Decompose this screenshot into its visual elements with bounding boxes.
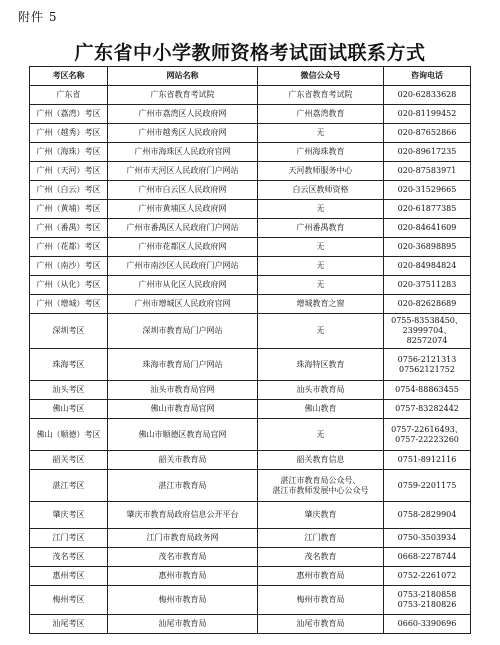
wechat-cell	[258, 257, 384, 276]
website-cell: 梅州市教育局	[108, 586, 258, 615]
phone-cell	[384, 400, 471, 419]
column-header-website: 网站名称	[108, 67, 258, 86]
website-cell: 广州市从化区人民政府网	[108, 276, 258, 295]
table-row	[30, 381, 471, 400]
website-cell: 珠海市教育局门户网站	[108, 349, 258, 381]
website-cell: 广州市越秀区人民政府网	[108, 124, 258, 143]
table-row	[30, 470, 471, 502]
website-cell: 广州市黄埔区人民政府网	[108, 200, 258, 219]
phone-line: 07562121752	[399, 364, 455, 374]
table-row	[30, 257, 471, 276]
wechat-line: 无	[316, 128, 325, 137]
page-title: 广东省中小学教师资格考试面试联系方式	[74, 42, 426, 64]
phone-line: 0754-88863455	[395, 385, 459, 394]
phone-line: 020-87583971	[397, 166, 457, 175]
table-row	[30, 400, 471, 419]
website-cell: 佛山市顺德区教育局官网	[108, 419, 258, 451]
area-cell: 广州（番禺）考区	[30, 219, 108, 238]
phone-line: 0668-2278744	[397, 552, 457, 561]
phone-cell	[384, 181, 471, 200]
table-row	[30, 219, 471, 238]
area-cell: 湛江考区	[30, 470, 108, 502]
phone-cell	[384, 529, 471, 548]
table-row	[30, 295, 471, 314]
table-row	[30, 181, 471, 200]
website-cell: 广州市增城区人民政府官网	[108, 295, 258, 314]
phone-line: 0756-2121313	[397, 354, 457, 364]
wechat-cell	[258, 548, 384, 567]
website-cell: 广东省教育考试院	[108, 86, 258, 105]
area-cell: 广州（从化）考区	[30, 276, 108, 295]
column-header-area: 考区名称	[30, 67, 108, 86]
phone-line: 020-84984824	[397, 261, 457, 270]
wechat-line: 广东省教育考试院	[288, 90, 353, 99]
wechat-line: 天河教师服务中心	[288, 166, 353, 175]
phone-line: 020-82628689	[397, 299, 457, 308]
table-row	[30, 105, 471, 124]
wechat-cell	[258, 295, 384, 314]
wechat-line: 无	[316, 204, 325, 213]
phone-line: 0757-22223260	[395, 434, 459, 444]
area-cell: 肇庆考区	[30, 502, 108, 529]
wechat-line: 无	[316, 280, 325, 289]
area-cell: 广东省	[30, 86, 108, 105]
wechat-line: 汕头市教育局	[296, 385, 345, 394]
column-header-wechat: 微信公众号	[258, 67, 384, 86]
phone-cell	[384, 105, 471, 124]
phone-line: 0759-2201175	[397, 480, 457, 490]
table-body	[30, 86, 471, 634]
wechat-line: 佛山教育	[304, 404, 337, 413]
table-row	[30, 314, 471, 349]
wechat-cell	[258, 219, 384, 238]
wechat-cell	[258, 419, 384, 451]
phone-cell	[384, 257, 471, 276]
table-row	[30, 162, 471, 181]
phone-line: 020-87652866	[397, 128, 457, 137]
wechat-cell	[258, 451, 384, 470]
phone-line: 020-61877385	[397, 204, 457, 213]
attachment-label: 附件 5	[18, 10, 58, 24]
phone-line: 0660-3390696	[397, 619, 457, 628]
wechat-cell	[258, 502, 384, 529]
table-row	[30, 143, 471, 162]
area-cell: 广州（花都）考区	[30, 238, 108, 257]
wechat-line: 汕尾市教育局	[296, 619, 345, 628]
area-cell: 江门考区	[30, 529, 108, 548]
phone-cell	[384, 470, 471, 502]
website-cell: 湛江市教育局	[108, 470, 258, 502]
table-row	[30, 502, 471, 529]
area-cell: 广州（越秀）考区	[30, 124, 108, 143]
table-row	[30, 419, 471, 451]
phone-cell	[384, 238, 471, 257]
phone-line: 0757-83282442	[395, 404, 459, 413]
wechat-cell	[258, 349, 384, 381]
phone-cell	[384, 200, 471, 219]
table-row	[30, 548, 471, 567]
wechat-cell	[258, 586, 384, 615]
wechat-cell	[258, 400, 384, 419]
website-cell: 广州市海珠区人民政府官网	[108, 143, 258, 162]
phone-line: 020-89617235	[397, 147, 457, 156]
wechat-cell	[258, 381, 384, 400]
phone-line: 23999704、82572074	[402, 326, 452, 345]
phone-cell	[384, 295, 471, 314]
wechat-cell	[258, 105, 384, 124]
table-row	[30, 451, 471, 470]
phone-cell	[384, 586, 471, 615]
website-cell: 深圳市教育局门户网站	[108, 314, 258, 349]
website-cell: 广州市白云区人民政府网	[108, 181, 258, 200]
phone-cell	[384, 276, 471, 295]
area-cell: 广州（天河）考区	[30, 162, 108, 181]
wechat-line: 珠海特区教育	[296, 359, 345, 369]
phone-line: 0753-2180858	[397, 590, 457, 599]
area-cell: 广州（白云）考区	[30, 181, 108, 200]
wechat-cell	[258, 276, 384, 295]
wechat-cell	[258, 162, 384, 181]
phone-cell	[384, 349, 471, 381]
phone-cell	[384, 615, 471, 634]
table-row	[30, 238, 471, 257]
area-cell: 广州（南沙）考区	[30, 257, 108, 276]
phone-cell	[384, 162, 471, 181]
wechat-line: 无	[316, 326, 325, 335]
area-cell: 韶关考区	[30, 451, 108, 470]
table-row	[30, 586, 471, 615]
area-cell: 佛山考区	[30, 400, 108, 419]
website-cell: 广州市番禺区人民政府门户网站	[108, 219, 258, 238]
contacts-table	[29, 66, 471, 634]
phone-cell	[384, 219, 471, 238]
phone-cell	[384, 86, 471, 105]
phone-line: 020-36898895	[397, 242, 457, 251]
website-cell: 广州市天河区人民政府门户网站	[108, 162, 258, 181]
area-cell: 梅州考区	[30, 586, 108, 615]
wechat-cell	[258, 86, 384, 105]
phone-line: 020-62833628	[397, 90, 457, 99]
website-cell: 茂名市教育局	[108, 548, 258, 567]
wechat-line: 梅州市教育局	[296, 595, 345, 604]
wechat-line: 惠州市教育局	[296, 571, 345, 580]
wechat-cell	[258, 143, 384, 162]
wechat-cell	[258, 314, 384, 349]
wechat-line: 江门教育	[304, 533, 337, 542]
website-cell: 佛山市教育局官网	[108, 400, 258, 419]
phone-cell	[384, 502, 471, 529]
column-header-phone: 咨询电话	[384, 67, 471, 86]
phone-line: 0752-2261072	[397, 571, 457, 580]
phone-line: 0753-2180826	[397, 600, 457, 609]
area-cell: 广州（增城）考区	[30, 295, 108, 314]
phone-cell	[384, 124, 471, 143]
website-cell: 汕头市教育局官网	[108, 381, 258, 400]
wechat-line: 无	[316, 261, 325, 270]
phone-line: 020-84641609	[397, 223, 457, 232]
wechat-cell	[258, 567, 384, 586]
phone-line: 0757-22616493、	[391, 424, 463, 434]
phone-cell	[384, 451, 471, 470]
wechat-cell	[258, 615, 384, 634]
phone-cell	[384, 548, 471, 567]
website-cell: 汕尾市教育局	[108, 615, 258, 634]
website-cell: 肇庆市教育局政府信息公开平台	[108, 502, 258, 529]
phone-line: 0758-2829904	[397, 510, 457, 519]
table-header-row	[30, 67, 471, 86]
phone-cell	[384, 567, 471, 586]
area-cell: 广州（黄埔）考区	[30, 200, 108, 219]
wechat-cell	[258, 124, 384, 143]
phone-line: 0755-83538450、	[391, 316, 463, 325]
website-cell: 江门市教育局政务网	[108, 529, 258, 548]
table-row	[30, 529, 471, 548]
wechat-line: 茂名教育	[304, 552, 337, 561]
phone-line: 0750-3503934	[397, 533, 457, 542]
wechat-line: 湛江市教师发展中心公众号	[272, 485, 369, 495]
wechat-line: 肇庆教育	[304, 510, 337, 519]
wechat-line: 湛江市教育局公众号、	[280, 475, 361, 485]
wechat-line: 白云区教师资格	[292, 185, 349, 194]
area-cell: 深圳考区	[30, 314, 108, 349]
table-row	[30, 567, 471, 586]
table-row	[30, 276, 471, 295]
phone-line: 020-31529665	[397, 185, 457, 194]
wechat-line: 广州番禺教育	[296, 223, 345, 232]
wechat-cell	[258, 470, 384, 502]
wechat-cell	[258, 238, 384, 257]
website-cell: 广州市荔湾区人民政府网	[108, 105, 258, 124]
wechat-line: 无	[316, 242, 325, 251]
phone-line: 020-81199452	[397, 109, 457, 118]
area-cell: 广州（海珠）考区	[30, 143, 108, 162]
area-cell: 广州（荔湾）考区	[30, 105, 108, 124]
table-row	[30, 86, 471, 105]
wechat-cell	[258, 200, 384, 219]
table-row	[30, 200, 471, 219]
table-row	[30, 349, 471, 381]
wechat-line: 无	[316, 429, 325, 439]
wechat-line: 广州海珠教育	[296, 147, 345, 156]
phone-cell	[384, 381, 471, 400]
phone-cell	[384, 419, 471, 451]
phone-line: 020-37511283	[397, 280, 457, 289]
phone-line: 0751-8912116	[397, 455, 457, 464]
area-cell: 佛山（顺德）考区	[30, 419, 108, 451]
area-cell: 汕头考区	[30, 381, 108, 400]
phone-cell	[384, 143, 471, 162]
area-cell: 惠州考区	[30, 567, 108, 586]
wechat-line: 广州荔湾教育	[296, 109, 345, 118]
wechat-cell	[258, 181, 384, 200]
area-cell: 茂名考区	[30, 548, 108, 567]
website-cell: 韶关市教育局	[108, 451, 258, 470]
wechat-cell	[258, 529, 384, 548]
website-cell: 广州市花都区人民政府网	[108, 238, 258, 257]
table-row	[30, 615, 471, 634]
area-cell: 汕尾考区	[30, 615, 108, 634]
wechat-line: 韶关教育信息	[296, 455, 345, 464]
phone-cell	[384, 314, 471, 349]
website-cell: 惠州市教育局	[108, 567, 258, 586]
area-cell: 珠海考区	[30, 349, 108, 381]
table-row	[30, 124, 471, 143]
website-cell: 广州市南沙区人民政府门户网站	[108, 257, 258, 276]
wechat-line: 增城教育之窗	[296, 299, 345, 308]
